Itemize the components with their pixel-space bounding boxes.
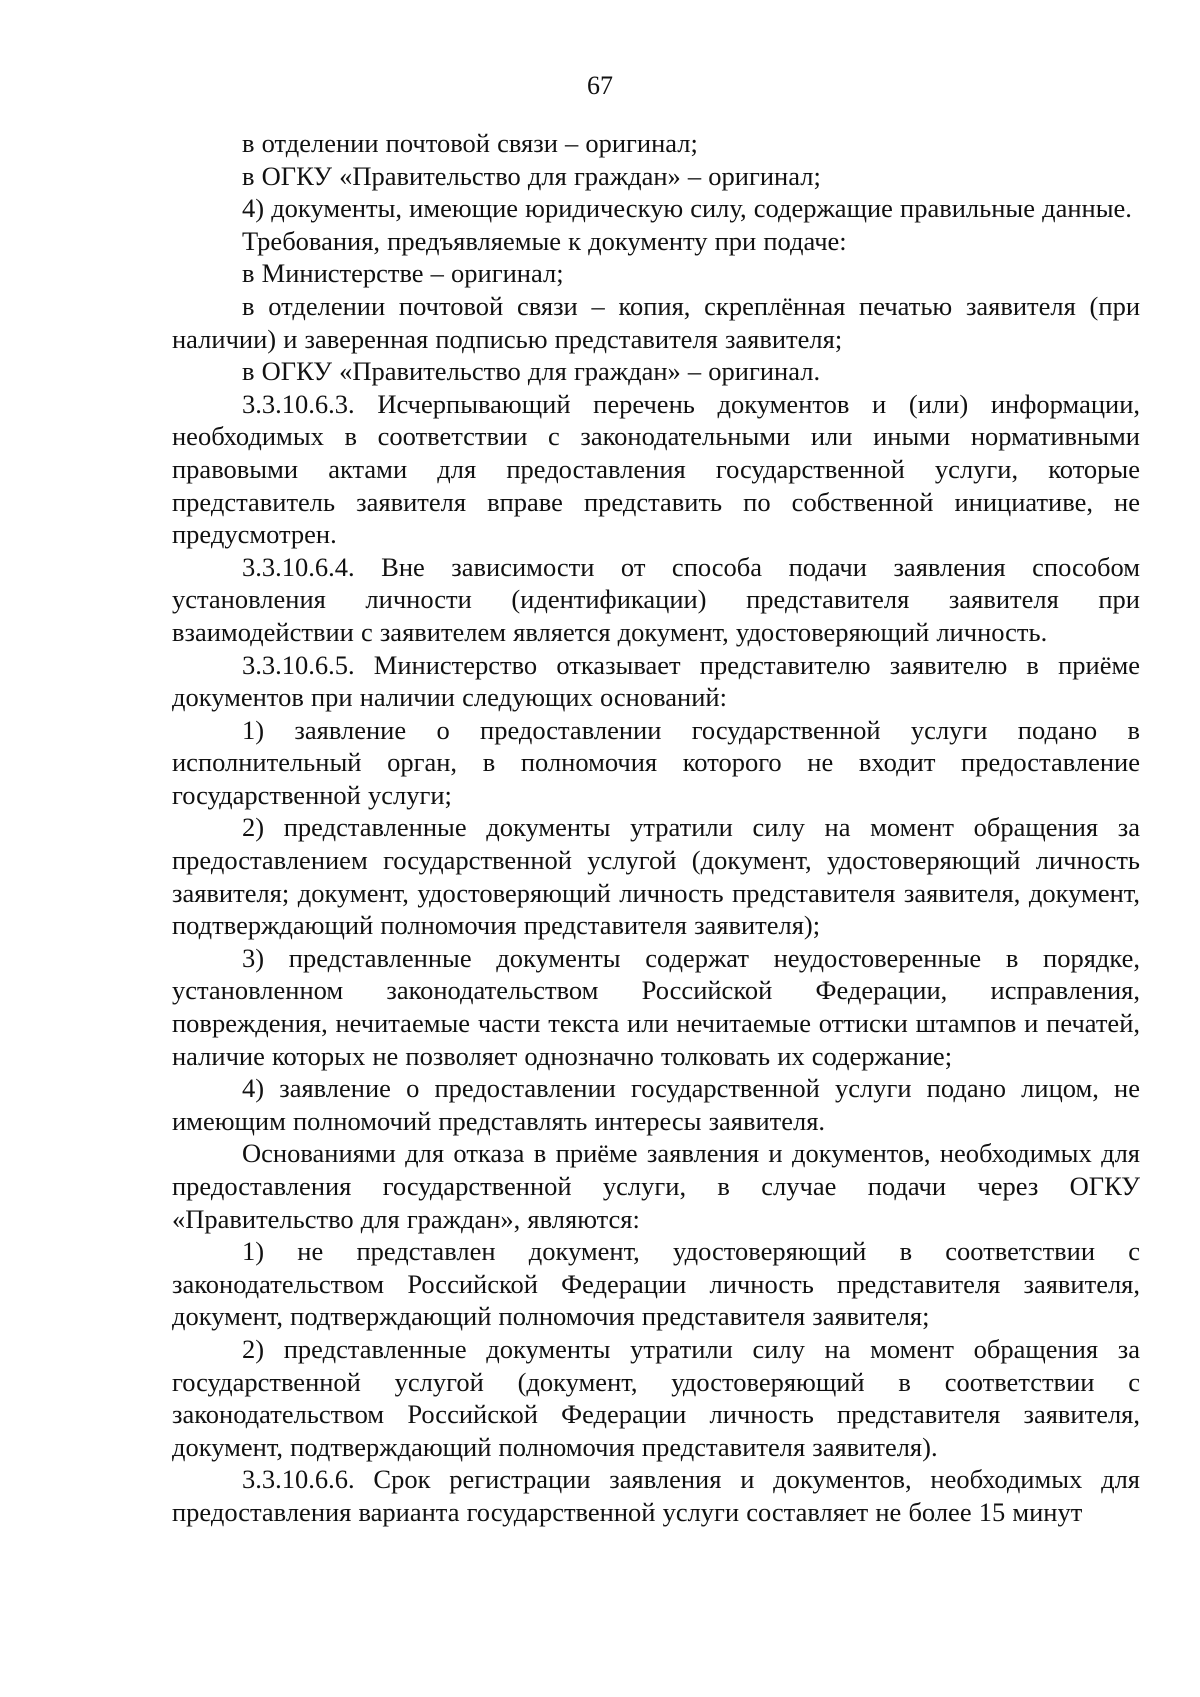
paragraph: 3) представленные документы содержат неудостоверенные в порядке, установленном законодательством Российской Федерации, исправления, повреждения, нечитаемые части текста или нечитаемые оттиски штампов и печатей, наличие которых не позволяет однозначно толковать их содержание; [172,942,1140,1071]
paragraph: 4) документы, имеющие юридическую силу, содержащие правильные данные. [242,193,1132,224]
page-number: 67 [587,71,613,100]
paragraph: Требования, предъявляемые к документу при подаче: [242,225,847,256]
paragraph: 1) не представлен документ, удостоверяющий в соответствии с законодательством Российской Федерации личность представителя заявителя, документ, подтверждающий полномочия представителя заявителя; [172,1236,1140,1332]
document-body [172,127,1140,1529]
paragraph: 2) представленные документы утратили силу на момент обращения за предоставлением государственной услугой (документ, удостоверяющий личность заявителя; документ, удостоверяющий личность представителя заявителя, документ, подтверждающий полномочия представителя заявителя); [172,812,1140,941]
paragraph: в отделении почтовой связи – оригинал; [242,128,698,158]
paragraph: Основаниями для отказа в приёме заявления и документов, необходимых для предоставления государственной услуги, в случае подачи через ОГКУ «Правительство для граждан», являются: [172,1138,1140,1234]
paragraph: в отделении почтовой связи – копия, скреплённая печатью заявителя (при наличии) и заверенная подписью представителя заявителя; [172,290,1140,354]
paragraph: 3.3.10.6.5. Министерство отказывает представителю заявителю в приёме документов при наличии следующих оснований: [172,649,1140,713]
paragraph: в Министерстве – оригинал; [242,258,564,289]
paragraph: 3.3.10.6.4. Вне зависимости от способа подачи заявления способом установления личности (идентификации) представителя заявителя при взаимодействии с заявителем является документ, удостоверяющий личность. [172,551,1140,647]
paragraph: 1) заявление о предоставлении государственной услуги подано в исполнительный орган, в полномочия которого не входит предоставление государственной услуги; [172,714,1140,810]
paragraph: 2) представленные документы утратили силу на момент обращения за государственной услугой (документ, удостоверяющий в соответствии с законодательством Российской Федерации личность представителя заявителя, документ, подтверждающий полномочия представителя заявителя). [172,1333,1140,1462]
paragraph: в ОГКУ «Правительство для граждан» – оригинал; [242,160,821,191]
paragraph: в ОГКУ «Правительство для граждан» – оригинал. [242,356,821,387]
paragraph: 3.3.10.6.3. Исчерпывающий перечень документов и (или) информации, необходимых в соответствии с законодательными или иными нормативными правовыми актами для предоставления государственной услуги, которые представитель заявителя вправе представить по собственной инициативе, не предусмотрен. [172,388,1140,550]
paragraph: 4) заявление о предоставлении государственной услуги подано лицом, не имеющим полномочий представлять интересы заявителя. [172,1073,1140,1136]
paragraph: 3.3.10.6.6. Срок регистрации заявления и документов, необходимых для предоставления варианта государственной услуги составляет не более 15 минут [172,1464,1140,1527]
